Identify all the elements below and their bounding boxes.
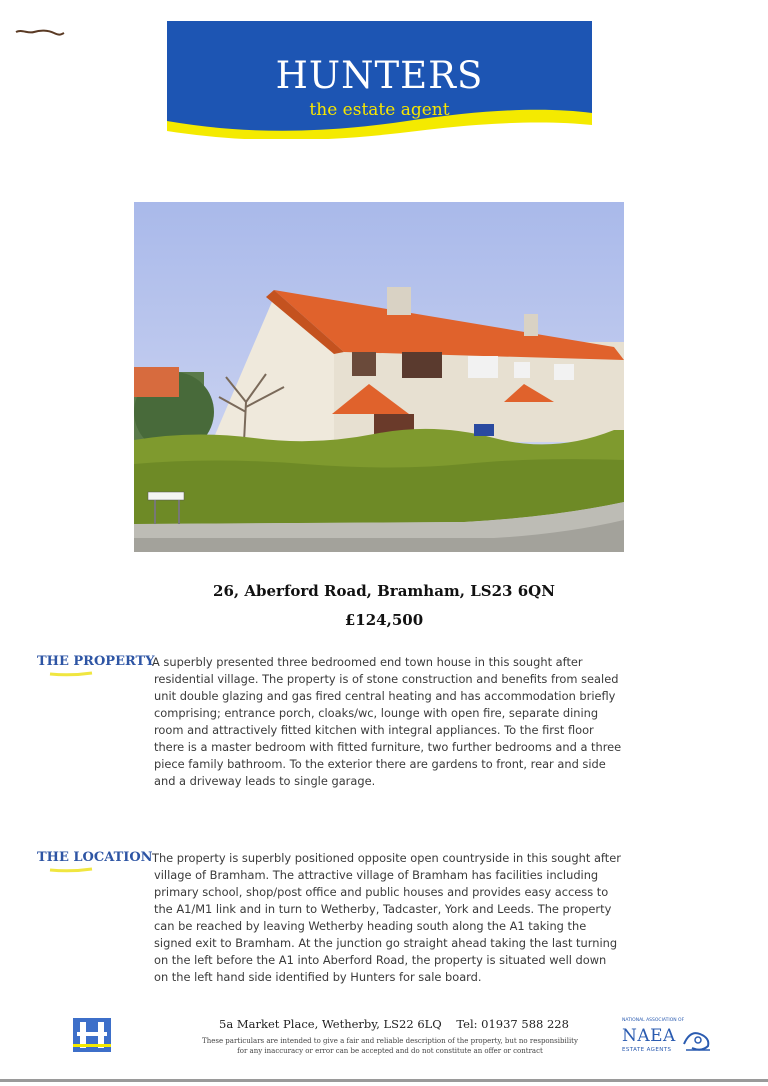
section-text-property xyxy=(154,654,624,790)
property-address: 26, Aberford Road, Bramham, LS23 6QN xyxy=(213,582,555,600)
naea-emblem-icon xyxy=(680,1024,714,1054)
naea-sub-text: ESTATE AGENTS xyxy=(622,1047,672,1053)
naea-small-text: NATIONAL ASSOCIATION OF xyxy=(622,1018,685,1023)
office-telephone: Tel: 01937 588 228 xyxy=(456,1017,569,1031)
hunters-banner xyxy=(167,21,592,139)
disclaimer xyxy=(170,1036,610,1056)
house-photo xyxy=(134,202,624,552)
disclaimer-line: for any inaccuracy or error can be accepted and do not constitute an offer or contract xyxy=(237,1047,543,1055)
naea-main-text: NAEA xyxy=(622,1026,676,1046)
location-description: The property is superbly positioned opposite open countryside in this sought after village of Bramham. The attractive village of Bramham has facilities including primary school, shop/post office and public houses and provides easy access to the A1/M1 link and in turn to Wetherby, Tadcaster, York and Leeds. The property can be reached by leaving Wetherby heading south along the A1 taking the signed exit to Bramham. At the junction go straight ahead taking the last turning on the left before the A1 into Aberford Road, the property is situated well down on the left hand side identified by Hunters for sale board. xyxy=(152,851,621,984)
highlight-mark xyxy=(48,867,94,873)
section-heading-property: THE PROPERTY xyxy=(37,654,155,669)
naea-logo xyxy=(620,1018,716,1058)
bottom-edge-rule xyxy=(0,1079,768,1082)
brand-name: HUNTERS xyxy=(275,54,484,97)
disclaimer-line: These particulars are intended to give a fair and reliable description of the property, but no responsibility xyxy=(202,1037,578,1045)
highlight-mark xyxy=(48,671,94,677)
ink-smudge xyxy=(14,28,66,36)
property-price: £124,500 xyxy=(344,611,424,629)
section-text-location xyxy=(154,850,624,986)
brand-tagline: the estate agent xyxy=(309,100,450,120)
office-address: 5a Market Place, Wetherby, LS22 6LQ xyxy=(219,1017,442,1031)
section-heading-location: THE LOCATION xyxy=(37,850,153,865)
property-description: A superbly presented three bedroomed end town house in this sought after residential village. The property is of stone construction and benefits from sealed unit double glazing and gas fired central heating and has accommodation briefly comprising; entrance porch, cloaks/wc, lounge with open fire, separate dining room and attractively fitted kitchen with integral appliances. To the first floor there is a master bedroom with fitted furniture, two further bedrooms and a three piece family bathroom. To the exterior there are gardens to front, rear and side and a driveway leads to single garage. xyxy=(152,655,622,788)
